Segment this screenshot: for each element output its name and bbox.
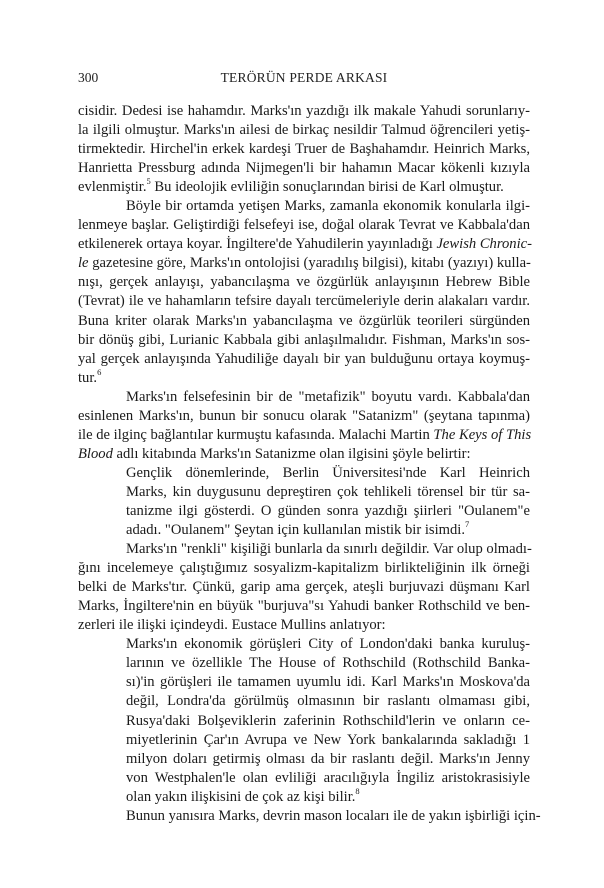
text-line [126,521,530,540]
text-line: Böyle bir ortamda yetişen Marks, zamanla ekonomik konularla ilgi- [126,198,530,215]
book-page [78,68,541,826]
text-line [78,235,530,254]
text-span: adadı. "Oulanem" Şeytan için kullanılan mistik bir isimdi. [126,522,466,539]
text-line: belki de Marks'tır. Çünkü, garip ama gerçek, ateşli burjuvazi düşmanı Karl [78,579,530,596]
page-number: 300 [78,70,99,85]
text-line: Rusya'daki Bolşeviklerin zaferinin Rothschild'lerin ve onların ce- [126,712,530,729]
block-quote [78,635,530,806]
text-line: tirmektedir. Hirchel'in erkek kardeşi Truer de Başhahamdır. Heinrich Marks, [78,141,530,158]
book-title-italic: Blood [78,445,113,462]
text-line: değil, Londra'da görülmüş olmasının bir raslantı olmaması gibi, [126,693,530,710]
running-header [78,68,530,88]
text-line: von Westphalen'le olan evliliği aracılığıyla İngiliz aristokrasisiyle [126,769,530,786]
text-span: gazetesine göre, Marks'ın ontolojisi (yaradılış bilgisi), kitabı (yazıyı) kulla- [88,255,531,272]
book-title-italic: Jewish Chronic- [436,236,532,253]
text-line [78,366,530,388]
text-line: zerleri ile ilişki içindeydi. Eustace Mullins anlatıyor: [78,617,386,634]
text-line: nışı, gerçek anlayışı, yabancılaşma ve özgürlük anlayışının Hebrew Bible [78,274,530,291]
text-line [78,426,530,445]
book-title-italic: le [78,255,89,272]
text-line [126,785,530,807]
paragraph [78,197,530,387]
text-span: adlı kitabında Marks'ın Satanizme olan ilgisini şöyle belirtir: [112,445,471,462]
text-line: yal gerçek anlayışında Yahudiliğe dayalı bir yan bulduğunu ortaya koymuş- [78,350,530,367]
footnote-marker[interactable]: 5 [146,176,151,187]
text-line: Marks'ın "renkli" kişiliği bunlarla da sınırlı değildir. Var olup olmadı- [126,541,532,558]
text-line: Marks, İngiltere'nin en büyük "burjuva"sı Yahudi banker Rothschild ve ben- [78,598,530,615]
footnote-marker[interactable]: 7 [465,519,470,530]
body-text [78,102,541,826]
text-line: lenmeye başlar. Geliştirdiği felsefeyi ise, doğal olarak Tevrat ve Kabbala'dan [78,217,530,234]
text-span: tur. [78,369,98,386]
text-line: Marks'ın ekonomik görüşleri City of London'daki banka kuruluş- [126,636,530,653]
text-line: milyon doları getirmiş olması da bir raslantı değil. Marks'ın Jenny [126,750,530,767]
footnote-marker[interactable]: 6 [97,366,102,377]
text-line: Marks, kin duygusunu depreştiren çok tehlikeli törensel bir tür sa- [126,483,530,500]
text-line: larının ve özellikle The House of Rothschild (Rothschild Banka- [126,655,530,672]
footnote-marker[interactable]: 8 [355,785,360,796]
text-line: ğını incelemeye çalıştığımız sosyalizm-kapitalizm birlikteliğinin ilk örneği [78,560,530,577]
paragraph-continuation [78,102,530,197]
text-line: miyetlerinin Çar'ın Avrupa ve New York bankalarında sakladığı 1 [126,731,530,748]
text-span: olan yakın ilişkisini de çok az kişi bilir. [126,788,356,805]
text-line: (Tevrat) ile ve hahamların tefsire dayalı tercümeleriyle derin alakaları vardır. [78,293,530,310]
running-title: TERÖRÜN PERDE ARKASI [220,70,388,85]
text-line: cisidir. Dedesi ise hahamdır. Marks'ın yazdığı ilk makale Yahudi sorunlarıy- [78,103,530,119]
text-line: Bunun yanısıra Marks, devrin mason locaları ile de yakın işbirliği için- [126,807,541,824]
text-line: Marks'ın felsefesinin bir de "metafizik" boyutu vardı. Kabbala'dan [126,388,530,405]
paragraph-continued [78,807,541,826]
text-line: Gençlik dönemlerinde, Berlin Üniversitesi'nde Karl Heinrich [126,464,530,481]
text-span: Bu ideolojik evliliğin sonuçlarından birisi de Karl olmuştur. [150,179,504,196]
text-line: Buna kriter olarak Marks'ın yabancılaşma ve özgürlük teorileri sürgünden [78,312,530,329]
paragraph [78,388,530,464]
text-span: evlenmiştir. [78,179,147,196]
text-line: esinlenen Marks'ın, bunun bir sonucu olarak "Satanizm" (şeytana tapınma) [78,407,530,424]
text-line: la ilgili olmuştur. Marks'ın ailesi de birkaç nesildir Talmud öğrencileri yetiş- [78,122,530,139]
text-span: etkilenerek ortaya koyar. İngiltere'de Yahudilerin yayınladığı [78,236,437,253]
block-quote [78,464,530,540]
text-span: ile de ilginç bağlantılar kurmuştu kafasında. Malachi Martin [78,426,434,443]
book-title-italic: The Keys of This [433,426,532,443]
text-line [78,445,530,464]
text-line [78,254,530,273]
text-line: tanizme ilgi gösterdi. O günden sonra yazdığı şiirleri "Oulanem"e [126,502,530,519]
text-line [78,178,530,197]
text-line: sı)'in görüşleri ile tamamen uyumlu idi. Karl Marks'ın Moskova'da [126,674,530,691]
text-line: Hanrietta Pressburg adında Nijmegen'li bir hahamın Macar kökenli kızıyla [78,160,530,177]
text-line: bir dönüş gibi, Lurianic Kabbala gibi anlaşılmalıdır. Fishman, Marks'ın sos- [78,331,530,348]
paragraph [78,540,530,635]
